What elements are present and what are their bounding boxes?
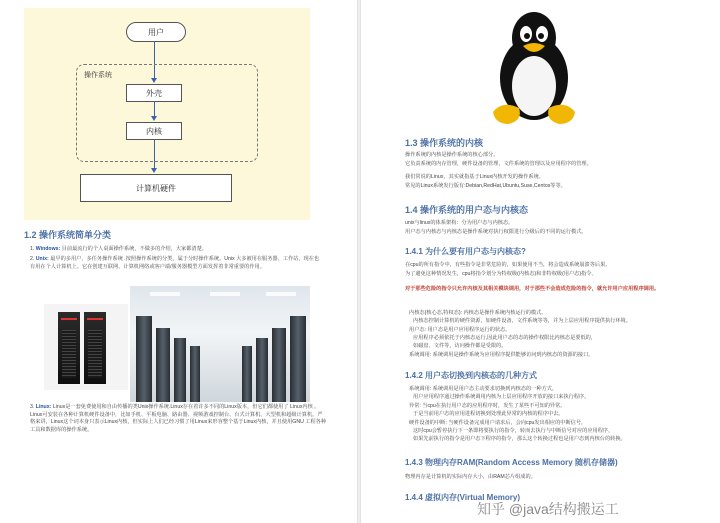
diagram-node-shell: 外壳 <box>126 84 182 102</box>
server-rack <box>58 312 80 384</box>
para-kernel-4: 常见的Linux系统发行版有:Debian,RedHat,Ubuntu,Suse,Centos等等。 <box>405 183 566 189</box>
list-item-linux: 3. Linux: Linux是一套免费使用和自由传播的类Unix操作系统.Linux存在着许多不同的Linux版本，但它们都使用了 Linux内核 。Linux可安装在各种计算机硬件设备中，比如手机、平板电脑、路由器、视频游戏控制台、台式计算机、大型机和超级计算机。严格来讲，Linux这个词本身只表示Linux内核，但实际上人们已经习惯了用Linux来形容整个基于Linux内核，并且使用GNU 工程各种工具和数据库的操作系统。 <box>30 404 327 433</box>
diagram-node-hardware: 计算机硬件 <box>80 174 232 202</box>
arrow-kernel-to-hardware <box>154 139 155 169</box>
bullet-item: 应用程序必须依托于内核态运行,因此用户态的态的操作权限比内核态是要低的， <box>413 335 597 341</box>
bullet-item: 于是当前用户态的应用进程切换到处理此异常的内核的程序中去。 <box>413 411 564 417</box>
bullet-item: 内核态控制计算机的硬件资源，如硬件设备，文件系统等等，并为上层应用程序提供执行环境。 <box>413 318 631 324</box>
list-item-windows: 1. Windows: 目前最流行的个人桌面操作系统，不做多的介绍，大家都清楚。 <box>30 246 207 252</box>
list-item-unix: 2. Unix: 最早的多用户、多任务操作系统 .按照操作系统的分类，属于分时操作系统。Unix 大多被用在服务器、工作站，现在也有用在个人计算机上。它在创建互联网、计算机网络或客户端/服务器模型方面发挥着非常重要的作用。 <box>30 256 320 270</box>
datacenter-photo <box>130 286 310 402</box>
rack <box>272 328 286 402</box>
item-text: Linux是一套免费使用和自由传播的类Unix操作系统.Linux存在着许多不同的Linux版本，但它们都使用了 Linux内核 。Linux可安装在各种计算机硬件设备中，比如手机、平板电脑、路由器、视频游戏控制台、台式计算机、大型机和超级计算机。严格来讲，Linux这个词本身只表示Linux内核，但实际上人们已经习惯了用Linux来形容整个基于Linux内核，并且使用GNU 工程各种工具和数据库的操作系统。 <box>30 404 327 433</box>
server-rack <box>84 312 106 384</box>
arrow-shell-to-kernel <box>154 101 155 117</box>
bullet-item: 系统调用: 系统调用是操作系统为应用程序提供能够访问到内核态的资源的接口。 <box>409 352 594 358</box>
bullet-item: 内核态(核心态,特权态): 内核态是操作系统内核运行的模式。 <box>409 310 547 316</box>
diagram-node-kernel: 内核 <box>126 122 182 140</box>
para-why-2: 为了避免这种情况发生，cpu将指令划分为特权级(内核态)和非特权级(用户态)指令。 <box>405 271 597 277</box>
rack <box>290 316 306 402</box>
rack <box>156 328 170 402</box>
rack <box>190 346 200 402</box>
bullet-item: 这时cpu会暂停执行下一条即将要执行的指令，转而去执行与中断信号对应的应用程序， <box>413 428 614 434</box>
bullet-item: 用户应用程序通过操作系统调用内核为上层应用程序开放的接口来执行程序。 <box>413 394 590 400</box>
diagram-os-label: 操作系统 <box>84 72 112 79</box>
ceiling-light <box>210 292 240 296</box>
rack <box>174 338 186 402</box>
bullet-item: 如果先前执行的指令是用户态下程序的指令，那么这个转换过程也是用户态到内核台的转换。 <box>413 436 626 442</box>
item-label: Linux: <box>35 404 52 410</box>
os-architecture-diagram <box>24 8 310 220</box>
item-text: 目前最流行的个人桌面操作系统，不做多的介绍，大家都清楚。 <box>61 246 207 252</box>
zhihu-watermark: 知乎 @java结构搬运工 <box>477 501 619 517</box>
item-label: Windows: <box>35 246 61 252</box>
diagram-node-user: 用户 <box>126 22 186 42</box>
ceiling-light <box>150 292 180 296</box>
heading-1-4-2: 1.4.2 用户态切换到内核态的几种方式 <box>405 371 538 380</box>
server-photo <box>44 304 128 390</box>
heading-1-4-4: 1.4.4 虚拟内存(Virtual Memory) <box>405 493 520 502</box>
bullet-item: 如磁盘、文件等，访问操作都是受限的。 <box>413 343 507 349</box>
para-why-3: 对于那些危险的指令只允许内核及其相关模块调用，对于那些不会造成危险的指令，就允许用户应用程序调用。 <box>405 286 660 292</box>
para-ram: 物理内存是计算机的实际内存大小，由RAM芯片组成的。 <box>405 474 536 480</box>
rack <box>256 338 268 402</box>
bullet-item: 系统调用: 系统调用是用户态主动要求切换到内核态的一种方式， <box>409 386 558 392</box>
bullet-item: 硬件设备的中断: 当硬件设备完成用户请求后，会向cpu发出相应的中断信号， <box>409 420 587 426</box>
left-page <box>0 0 357 523</box>
rack <box>136 316 152 402</box>
ceiling-light <box>266 292 296 296</box>
bullet-item: 异常: 当cpu在执行用户态的应用程序时，发生了某些不可知的异常。 <box>409 403 566 409</box>
para-why-1: 在cpu的所有指令中，有些指令是非常危险的，如果使用不当，将会造成系统崩溃等后果。 <box>405 262 611 268</box>
item-text: 最早的多用户、多任务操作系统 .按照操作系统的分类，属于分时操作系统。Unix 大多被用在服务器、工作站，现在也有用在个人计算机上。它在创建互联网、计算机网络或客户端/服务器模型方面发挥着非常重要的作用。 <box>30 256 320 270</box>
rack <box>242 346 252 402</box>
para-kernel-2: 它负责系统的内存管理，硬件设备的管理，文件系统的管理以及应用程序的管理。 <box>405 161 592 167</box>
item-label: Unix: <box>35 256 49 262</box>
heading-1-4: 1.4 操作系统的用户态与内核态 <box>405 205 529 215</box>
heading-1-2: 1.2 操作系统简单分类 <box>24 230 112 240</box>
heading-1-4-3: 1.4.3 物理内存RAM(Random Access Memory 随机存储器) <box>405 458 618 467</box>
heading-1-3: 1.3 操作系统的内核 <box>405 138 484 148</box>
para-kernel-1: 操作系统的内核是操作系统的核心部分。 <box>405 152 499 158</box>
bullet-item: 用户态: 用户态是用户应用程序运行的状态。 <box>409 327 511 333</box>
para-mode-1: unix与linux的体系架构：分为用户态与内核态。 <box>405 220 514 226</box>
para-kernel-3: 我们常说的Linux，其实就指基于Linux内核开发的操作系统。 <box>405 174 544 180</box>
tux-penguin-logo <box>479 8 589 126</box>
right-page <box>361 0 720 523</box>
para-mode-2: 用户态与内核态与内核态是操作系统对执行权限进行分级后的不同的运行模式。 <box>405 229 587 235</box>
heading-1-4-1: 1.4.1 为什么要有用户态与内核态? <box>405 247 526 256</box>
